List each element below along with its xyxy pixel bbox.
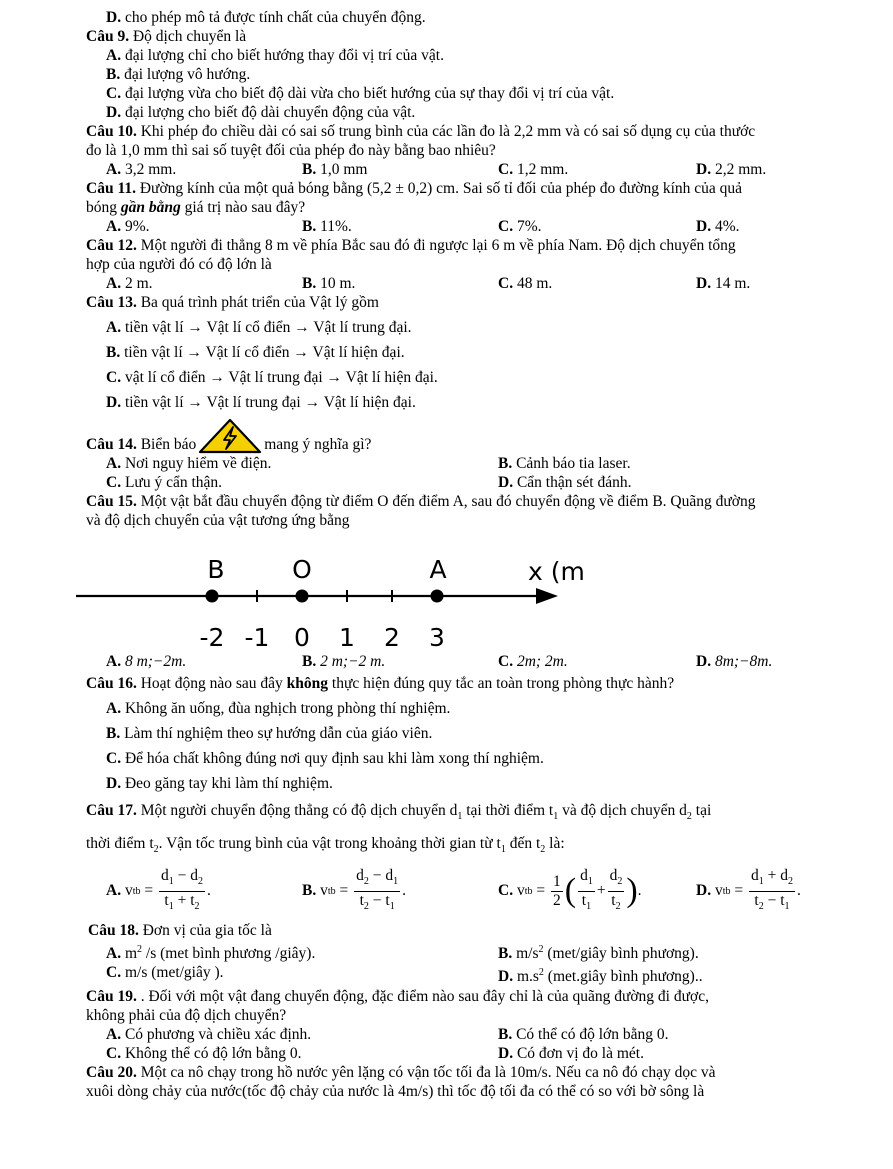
- q11-stem-cont: bóng gần bằng giá trị nào sau đây?: [86, 199, 306, 216]
- point-marker: [431, 590, 444, 603]
- q18-stem: Câu 18. Đơn vị của gia tốc là: [88, 922, 272, 940]
- q12-options: A. 2 m. B. 10 m. C. 48 m. D. 14 m.: [106, 275, 751, 292]
- q13-option-a: A. tiền vật lí → Vật lí cổ điển → Vật lí trung đại.: [106, 319, 412, 336]
- tick-label: 0: [294, 623, 310, 652]
- q9-option-a: A. đại lượng chỉ cho biết hướng thay đổi vị trí của vật.: [106, 47, 444, 64]
- q10-stem: Câu 10. Khi phép đo chiều dài có sai số trung bình của các lần đo là 2,2 mm và có sai số dụng cụ của thước: [86, 123, 756, 140]
- tick-label: 3: [429, 623, 445, 652]
- q10-options: A. 3,2 mm. B. 1,0 mm C. 1,2 mm. D. 2,2 mm.: [106, 161, 767, 178]
- q20-stem: Câu 20. Một ca nô chạy trong hồ nước yên lặng có vận tốc tối đa là 10m/s. Nếu ca nô đó chạy dọc và: [86, 1063, 716, 1081]
- q17-stem-cont: thời điểm $t_2$. Vận tốc trung bình của vật trong khoảng thời gian từ $t_1$ đến $t_2$ là:: [86, 835, 565, 856]
- q9-option-c: C. đại lượng vừa cho biết độ dài vừa cho biết hướng của sự thay đổi vị trí của vật.: [106, 85, 615, 102]
- q18-options-row2: C. m/s (met/giây ). D. $m.s^2$ (met.giây bình phương)..: [106, 964, 703, 986]
- q16-option-a: A. Không ăn uống, đùa nghịch trong phòng thí nghiệm.: [106, 700, 451, 717]
- q13-option-d: D. tiền vật lí → Vật lí trung đại → Vật lí hiện đại.: [106, 394, 416, 411]
- q12-stem-cont: hợp của người đó có độ lớn là: [86, 256, 272, 273]
- high-voltage-warning-icon: [198, 418, 262, 454]
- q19-options-row1: A. Có phương và chiều xác định. B. Có thể có độ lớn bằng 0.: [106, 1025, 669, 1043]
- q17-option-a: A. v tb = $\frac{d_1 - d_2}{t_1 + t_2}$ .: [106, 866, 211, 912]
- q13-stem: Câu 13. Ba quá trình phát triển của Vật lý gồm: [86, 294, 379, 311]
- q13-option-c: C. vật lí cổ điển → Vật lí trung đại → Vật lí hiện đại.: [106, 369, 438, 386]
- q16-option-b: B. Làm thí nghiệm theo sự hướng dẫn của giáo viên.: [106, 725, 433, 742]
- q19-options-row2: C. Không thể có độ lớn bằng 0. D. Có đơn vị đo là mét.: [106, 1044, 644, 1062]
- tick-label: 1: [339, 623, 355, 652]
- q9-option-d: D. đại lượng cho biết độ dài chuyển động của vật.: [106, 104, 416, 121]
- q20-stem-cont: xuôi dòng chảy của nước(tốc độ chảy của nước là 4m/s) thì tốc độ tối đa có thể có so với bờ sông là: [86, 1082, 705, 1100]
- point-marker: [296, 590, 309, 603]
- q11-stem: Câu 11. Đường kính của một quả bóng bằng (5,2 ± 0,2) cm. Sai số tỉ đối của phép đo đường kính của quả: [86, 180, 743, 197]
- q9-option-b: B. đại lượng vô hướng.: [106, 66, 251, 83]
- q18-options-row1: A. $m^2$ /s (met bình phương /giây). B. $m/s^2$ (met/giây bình phương).: [106, 944, 699, 963]
- tick-label: 2: [384, 623, 400, 652]
- axis-arrowhead: [536, 588, 558, 604]
- point-marker: [206, 590, 219, 603]
- q8-option-d: D. cho phép mô tả được tính chất của chuyển động.: [106, 9, 426, 26]
- point-label-b: B: [207, 555, 225, 584]
- q19-stem: Câu 19. . Đối với một vật đang chuyển động, đặc điểm nào sau đây chỉ là của quãng đường đi được,: [86, 987, 709, 1005]
- tick-label: -2: [199, 623, 225, 652]
- q14-stem: Câu 14. Biển báo mang ý nghĩa gì?: [86, 418, 856, 454]
- point-label-o: O: [292, 555, 312, 584]
- q14-options-row1: A. Nơi nguy hiểm về điện. B. Cảnh báo tia laser.: [106, 455, 631, 472]
- point-label-a: A: [429, 555, 447, 584]
- q17-stem: Câu 17. Một người chuyển động thẳng có độ dịch chuyển $d_1$ tại thời điểm $t_1$ và độ dịch chuyển $d_2$ tại: [86, 802, 712, 823]
- q16-option-d: D. Đeo găng tay khi làm thí nghiệm.: [106, 775, 333, 792]
- q17-option-c: C. v tb = $\frac{1}{2}$ ( $\frac{d_1}{t_1}$ + $\frac{d_2}{t_2}$ ) .: [498, 866, 642, 912]
- q15-options: A. 8 m;−2m. B. 2 m;−2 m. C. 2m; 2m. D. 8m;−8m.: [106, 653, 773, 670]
- q11-options: A. 9%. B. 11%. C. 7%. D. 4%.: [106, 218, 740, 235]
- exam-page: [86, 8, 856, 1101]
- tick-label: -1: [244, 623, 270, 652]
- q15-stem-cont: và độ dịch chuyển của vật tương ứng bằng: [86, 512, 350, 529]
- q10-stem-cont: đo là 1,0 mm thì sai số tuyệt đối của phép đo này bằng bao nhiêu?: [86, 142, 496, 159]
- q15-stem: Câu 15. Một vật bắt đầu chuyển động từ điểm O đến điểm A, sau đó chuyển động về điểm B. Quãng đường: [86, 493, 756, 510]
- number-line-diagram: [76, 530, 636, 656]
- q19-stem-cont: không phải của độ dịch chuyển?: [86, 1006, 287, 1024]
- q17-option-b: B. v tb = $\frac{d_2 - d_1}{t_2 - t_1}$ .: [302, 866, 406, 912]
- q17-options: [86, 865, 856, 917]
- q17-option-d: D. v tb = $\frac{d_1 + d_2}{t_2 - t_1}$ .: [696, 866, 801, 912]
- q9-stem: Câu 9. Độ dịch chuyển là: [86, 28, 247, 45]
- q16-stem: Câu 16. Hoạt động nào sau đây không thực hiện đúng quy tắc an toàn trong phòng thực hành?: [86, 675, 675, 692]
- q13-option-b: B. tiền vật lí → Vật lí cổ điển → Vật lí hiện đại.: [106, 344, 405, 361]
- axis-label: x (m: [528, 557, 585, 586]
- q14-options-row2: C. Lưu ý cẩn thận. D. Cẩn thận sét đánh.: [106, 474, 632, 491]
- q16-option-c: C. Để hóa chất không đúng nơi quy định sau khi làm xong thí nghiệm.: [106, 750, 544, 767]
- q12-stem: Câu 12. Một người đi thẳng 8 m về phía Bắc sau đó đi ngược lại 6 m về phía Nam. Độ dịch chuyển tổng: [86, 237, 736, 254]
